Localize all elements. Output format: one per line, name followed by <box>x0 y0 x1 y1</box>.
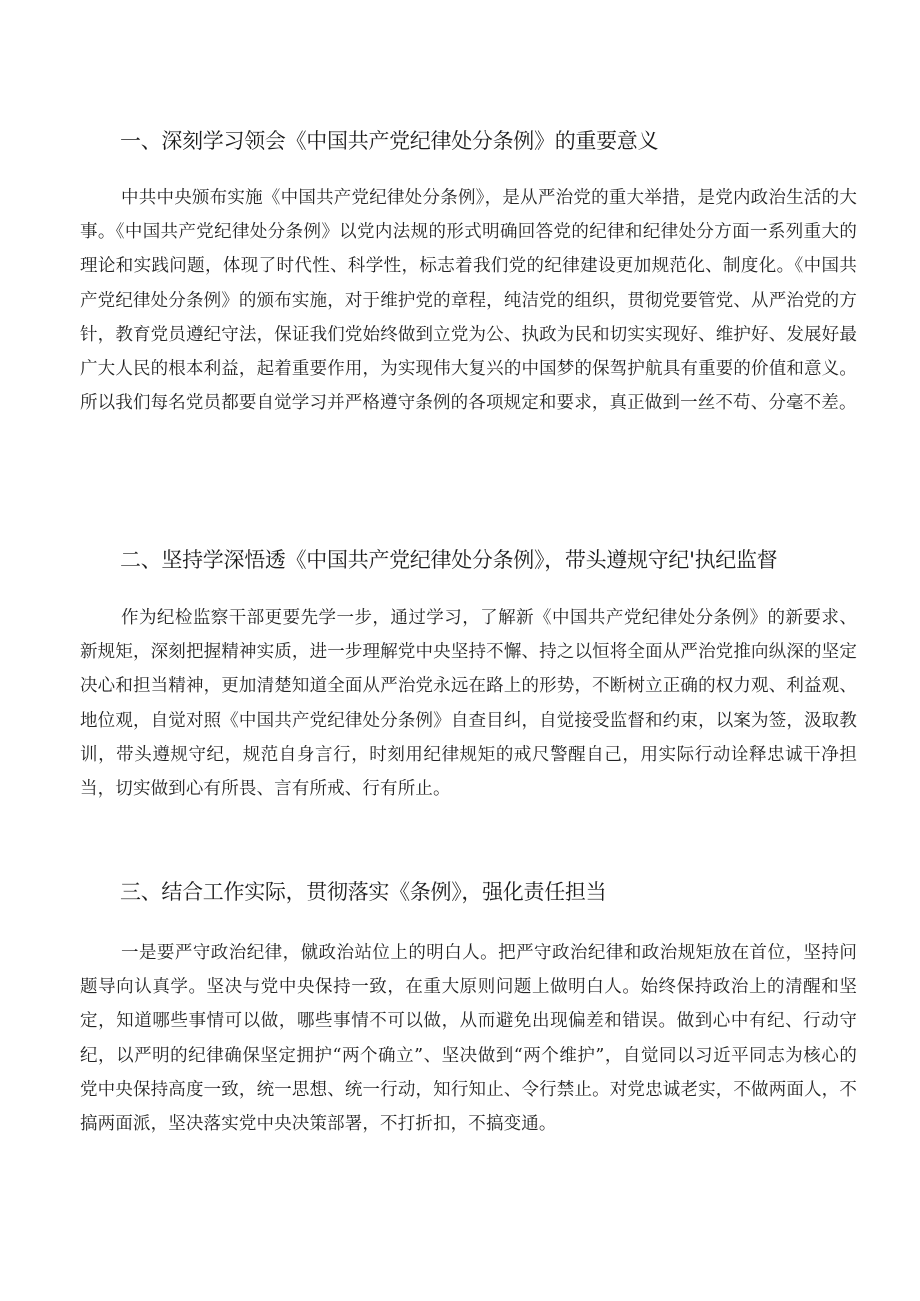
section-paragraph-1: 中共中央颁布实施《中国共产党纪律处分条例》，是从严治党的重大举措，是党内政治生活的大事。《中国共产党纪律处分条例》以党内法规的形式明确回答党的纪律和纪律处分方面一系列重大的理论和实践问题，体现了时代性、科学性，标志着我们党的纪律建设更加规范化、制度化。《中国共产党纪律处分条例》的颁布实施，对于维护党的章程，纯洁党的组织，贯彻党要管党、从严治党的方针，教育党员遵纪守法，保证我们党始终做到立党为公、执政为民和切实实现好、维护好、发展好最广大人民的根本利益，起着重要作用，为实现伟大复兴的中国梦的保驾护航具有重要的价值和意义。所以我们每名党员都要自觉学习并严格遵守条例的各项规定和要求，真正做到一丝不苟、分毫不差。 <box>80 188 857 414</box>
section-paragraph-2: 作为纪检监察干部更要先学一步，通过学习，了解新《中国共产党纪律处分条例》的新要求、新规矩，深刻把握精神实质，进一步理解党中央坚持不懈、持之以恒将全面从严治党推向纵深的坚定决心和担当精神，更加清楚知道全面从严治党永远在路上的形势，不断树立正确的权力观、利益观、地位观，自觉对照《中国共产党纪律处分条例》自查目纠，自觉接受监督和约束，以案为签，汲取教训，带头遵规守纪，规范自身言行，时刻用纪律规矩的戒尺警醒自己，用实际行动诠释忠诚干净担当，切实做到心有所畏、言有所戒、行有所止。 <box>80 608 857 800</box>
section-heading-3: 三、结合工作实际，贯彻落实《条例》，强化责任担当 <box>120 880 607 904</box>
section-heading-1: 一、深刻学习领会《中国共产党纪律处分条例》的重要意义 <box>120 129 659 153</box>
section-heading-2: 二、坚持学深悟透《中国共产党纪律处分条例》，带头遵规守纪'执纪监督 <box>120 548 778 572</box>
section-paragraph-3: 一是要严守政治纪律，僦政治站位上的明白人。把严守政治纪律和政治规矩放在首位，坚持问题导向认真学。坚决与党中央保持一致，在重大原则问题上做明白人。始终保持政治上的清醒和坚定，知道哪些事情可以做，哪些事情不可以做，从而避免出现偏差和错误。做到心中有纪、行动守纪，以严明的纪律确保坚定拥护“两个确立”、坚决做到“两个维护”，自觉同以习近平同志为核心的党中央保持高度一致，统一思想、统一行动，知行知止、令行禁止。对党忠诚老实，不做两面人，不搞两面派，坚决落实党中央决策部署，不打折扣，不搞变通。 <box>80 943 857 1135</box>
